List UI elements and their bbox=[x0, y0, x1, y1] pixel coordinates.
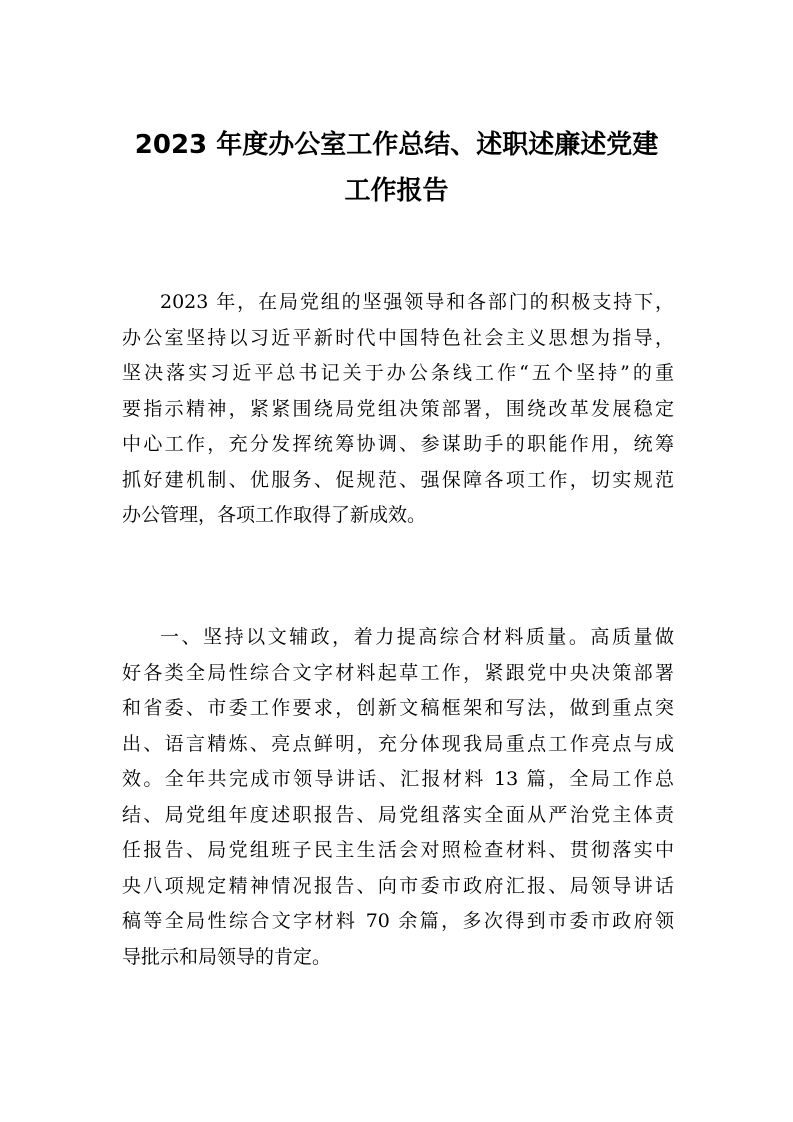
paragraph-line: 要指示精神，紧紧围绕局党组决策部署，围绕改革发展稳定 bbox=[122, 397, 674, 420]
paragraph-section-one bbox=[122, 620, 674, 975]
paragraph-line: 任报告、局党组班子民主生活会对照检查材料、贯彻落实中 bbox=[122, 839, 674, 861]
title-line-2: 工作报告 bbox=[344, 176, 449, 206]
paragraph-intro bbox=[122, 285, 674, 534]
paragraph-line: 导批示和局领导的肯定。 bbox=[122, 945, 332, 968]
paragraph-line: 2023 年，在局党组的坚强领导和各部门的积极支持下， bbox=[160, 291, 674, 313]
paragraph-line: 抓好建机制、优服务、促规范、强保障各项工作，切实规范 bbox=[122, 468, 674, 491]
paragraph-line: 出、语言精炼、亮点鲜明，充分体现我局重点工作亮点与成 bbox=[122, 732, 674, 755]
paragraph-line: 效。全年共完成市领导讲话、汇报材料 13 篇，全局工作总 bbox=[122, 768, 674, 790]
paragraph-line: 一、坚持以文辅政，着力提高综合材料质量。高质量做 bbox=[160, 626, 674, 648]
paragraph-line: 办公室坚持以习近平新时代中国特色社会主义思想为指导， bbox=[122, 326, 674, 349]
paragraph-line: 稿等全局性综合文字材料 70 余篇，多次得到市委市政府领 bbox=[122, 910, 674, 932]
title-line-1: 2023 年度办公室工作总结、述职述廉述党建 bbox=[134, 130, 659, 160]
paragraph-line: 坚决落实习近平总书记关于办公条线工作“五个坚持”的重 bbox=[122, 362, 674, 384]
paragraph-line: 央八项规定精神情况报告、向市委市政府汇报、局领导讲话 bbox=[122, 874, 674, 897]
paragraph-line: 和省委、市委工作要求，创新文稿框架和写法，做到重点突 bbox=[122, 697, 674, 719]
document-title bbox=[110, 122, 683, 214]
paragraph-line: 好各类全局性综合文字材料起草工作，紧跟党中央决策部署 bbox=[122, 661, 674, 684]
paragraph-line: 办公管理，各项工作取得了新成效。 bbox=[122, 504, 427, 526]
paragraph-line: 结、局党组年度述职报告、局党组落实全面从严治党主体责 bbox=[122, 803, 674, 826]
paragraph-line: 中心工作，充分发挥统筹协调、参谋助手的职能作用，统筹 bbox=[122, 433, 674, 455]
